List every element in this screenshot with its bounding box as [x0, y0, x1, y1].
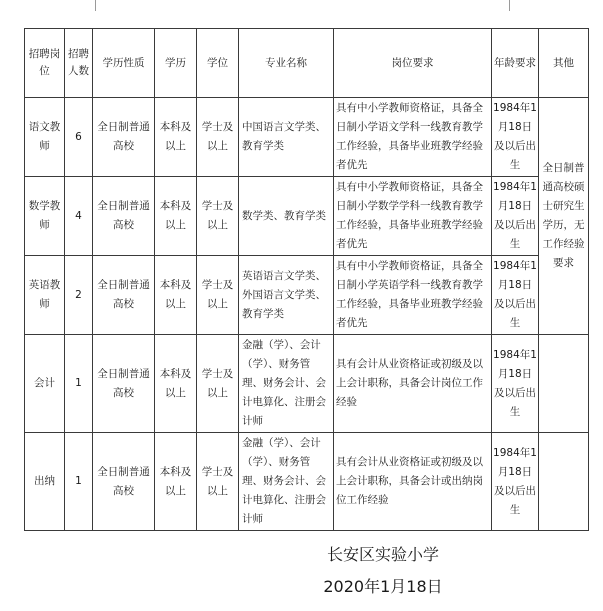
cell-degree: 学士及以上 — [197, 335, 239, 433]
cell-education: 本科及以上 — [155, 177, 197, 256]
table-header-row — [25, 29, 589, 98]
header-position: 招聘岗位 — [25, 29, 65, 98]
cell-edu-type: 全日制普通高校 — [93, 433, 155, 531]
cell-age: 1984年1月18日及以后出生 — [492, 177, 539, 256]
cell-degree: 学士及以上 — [197, 98, 239, 177]
recruitment-table — [24, 28, 589, 531]
cell-other-empty — [539, 433, 589, 531]
cell-position: 语文教师 — [25, 98, 65, 177]
cell-position: 英语教师 — [25, 256, 65, 335]
cell-age: 1984年1月18日及以后出生 — [492, 256, 539, 335]
header-age: 年龄要求 — [492, 29, 539, 98]
cell-age: 1984年1月18日及以后出生 — [492, 433, 539, 531]
cell-major: 英语语言文学类、外国语言文学类、教育学类 — [239, 256, 334, 335]
cell-degree: 学士及以上 — [197, 433, 239, 531]
cell-count: 6 — [65, 98, 93, 177]
cell-count: 4 — [65, 177, 93, 256]
table-row — [25, 98, 589, 177]
header-degree: 学位 — [197, 29, 239, 98]
table-row — [25, 256, 589, 335]
signature-block — [303, 544, 463, 598]
signature-date: 2020年1月18日 — [323, 577, 443, 596]
table-row — [25, 177, 589, 256]
cell-requirement: 具有中小学教师资格证，具备全日制小学数学学科一线教育教学工作经验，具备毕业班教学经验者优先 — [334, 177, 492, 256]
cell-edu-type: 全日制普通高校 — [93, 98, 155, 177]
cell-position: 出纳 — [25, 433, 65, 531]
cell-major: 中国语言文学类、教育学类 — [239, 98, 334, 177]
cell-other: 全日制普通高校硕士研究生学历，无工作经验要求 — [539, 98, 589, 335]
cell-count: 1 — [65, 433, 93, 531]
header-count: 招聘人数 — [65, 29, 93, 98]
table-row — [25, 335, 589, 433]
header-other: 其他 — [539, 29, 589, 98]
cell-major: 金融（学）、会计（学）、财务管理、财务会计、会计电算化、注册会计师 — [239, 335, 334, 433]
cell-edu-type: 全日制普通高校 — [93, 256, 155, 335]
cell-education: 本科及以上 — [155, 335, 197, 433]
cell-edu-type: 全日制普通高校 — [93, 177, 155, 256]
cell-edu-type: 全日制普通高校 — [93, 335, 155, 433]
cell-education: 本科及以上 — [155, 256, 197, 335]
cell-count: 2 — [65, 256, 93, 335]
cell-education: 本科及以上 — [155, 98, 197, 177]
cell-position: 会计 — [25, 335, 65, 433]
cell-degree: 学士及以上 — [197, 256, 239, 335]
cell-position: 数学教师 — [25, 177, 65, 256]
header-major: 专业名称 — [239, 29, 334, 98]
cell-age: 1984年1月18日及以后出生 — [492, 98, 539, 177]
cell-age: 1984年1月18日及以后出生 — [492, 335, 539, 433]
header-edu-type: 学历性质 — [93, 29, 155, 98]
cell-education: 本科及以上 — [155, 433, 197, 531]
cell-requirement: 具有中小学教师资格证，具备全日制小学语文学科一线教育教学工作经验，具备毕业班教学经验者优先 — [334, 98, 492, 177]
cell-major: 金融（学）、会计（学）、财务管理、财务会计、会计电算化、注册会计师 — [239, 433, 334, 531]
page-edge-marks — [0, 0, 603, 12]
header-education: 学历 — [155, 29, 197, 98]
cell-requirement: 具有会计从业资格证或初级及以上会计职称，具备会计或出纳岗位工作经验 — [334, 433, 492, 531]
cell-major: 数学类、教育学类 — [239, 177, 334, 256]
cell-other-empty — [539, 335, 589, 433]
cell-requirement: 具有会计从业资格证或初级及以上会计职称，具备会计岗位工作经验 — [334, 335, 492, 433]
header-requirement: 岗位要求 — [334, 29, 492, 98]
cell-count: 1 — [65, 335, 93, 433]
cell-degree: 学士及以上 — [197, 177, 239, 256]
signature-org: 长安区实验小学 — [326, 545, 439, 564]
cell-requirement: 具有中小学教师资格证，具备全日制小学英语学科一线教育教学工作经验，具备毕业班教学经验者优先 — [334, 256, 492, 335]
table-row — [25, 433, 589, 531]
